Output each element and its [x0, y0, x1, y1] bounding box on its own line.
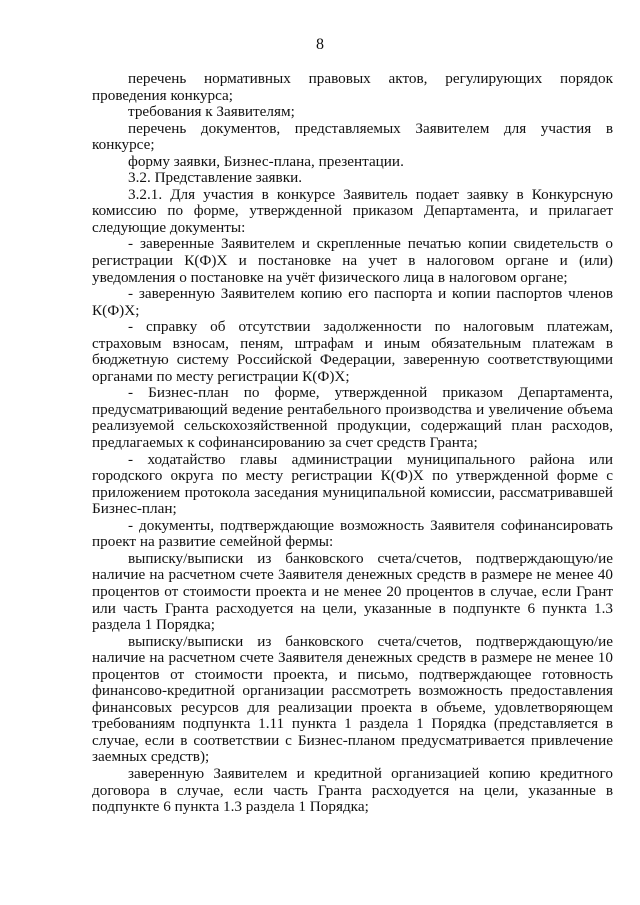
paragraph: 3.2.1. Для участия в конкурсе Заявитель подает заявку в Конкурсную комиссию по форме, утвержденной приказом Департамента, и прилагает следующие документы:	[92, 185, 613, 236]
page-number: 8	[316, 36, 324, 53]
section-heading: 3.2. Представление заявки.	[128, 169, 302, 187]
list-item: - документы, подтверждающие возможность Заявителя софинансировать проект на развитие семейной фермы:	[92, 516, 613, 551]
paragraph: выписку/выписки из банковского счета/счетов, подтверждающую/ие наличие на расчетном счете Заявителя денежных средств в размере не менее 40 процентов от стоимости проекта и не менее 20 процентов в случае, если Грант или часть Гранта расходуется на цели, указанные в подпункте 6 пункта 1.3 раздела 1 Порядка;	[92, 549, 613, 634]
paragraph: перечень нормативных правовых актов, регулирующих порядок проведения конкурса;	[92, 70, 613, 104]
paragraph: заверенную Заявителем и кредитной организацией копию кредитного договора в случае, если часть Гранта расходуется на цели, указанные в подпункте 6 пункта 1.3 раздела 1 Порядка;	[92, 764, 613, 816]
paragraph: форму заявки, Бизнес-плана, презентации.	[128, 152, 404, 170]
list-item: - заверенные Заявителем и скрепленные печатью копии свидетельств о регистрации К(Ф)Х и постановке на учет в налоговом органе и (или) уведомления о постановке на учёт физического лица в налоговом органе;	[92, 235, 613, 286]
document-body	[92, 71, 613, 816]
paragraph: перечень документов, представляемых Заявителем для участия в конкурсе;	[92, 119, 613, 154]
list-item: - заверенную Заявителем копию его паспорта и копии паспортов членов К(Ф)Х;	[92, 285, 613, 319]
list-item: - справку об отсутствии задолженности по налоговым платежам, страховым взносам, пеням, штрафам и иным обязательным платежам в бюджетную систему Российской Федерации, заверенную соответствующими органами по месту регистрации К(Ф)Х;	[92, 318, 613, 385]
paragraph: выписку/выписки из банковского счета/счетов, подтверждающую/ие наличие на расчетном счете Заявителя денежных средств в размере не менее 10 процентов от стоимости проекта, и письмо, подтверждающее готовность финансово-кредитной организации рассмотреть возможность предоставления финансовых ресурсов для реализации проекта в объеме, удовлетворяющем требованиям подпункта 1.11 пункта 1 раздела 1 Порядка (представляется в случае, если в соответствии с Бизнес-планом предусматривается привлечение заемных средств);	[92, 632, 613, 766]
list-item: - Бизнес-план по форме, утвержденной приказом Департамента, предусматривающий ведение рентабельного производства и увеличение объема реализуемой сельскохозяйственной продукции, содержащий план расходов, предлагаемых к софинансированию за счет средств Гранта;	[92, 384, 613, 452]
paragraph: требования к Заявителям;	[128, 103, 295, 121]
list-item: - ходатайство главы администрации муниципального района или городского округа по месту регистрации К(Ф)Х по утвержденной форме с приложением протокола заседания муниципальной комиссии, рассматривавшей Бизнес-план;	[92, 450, 613, 518]
